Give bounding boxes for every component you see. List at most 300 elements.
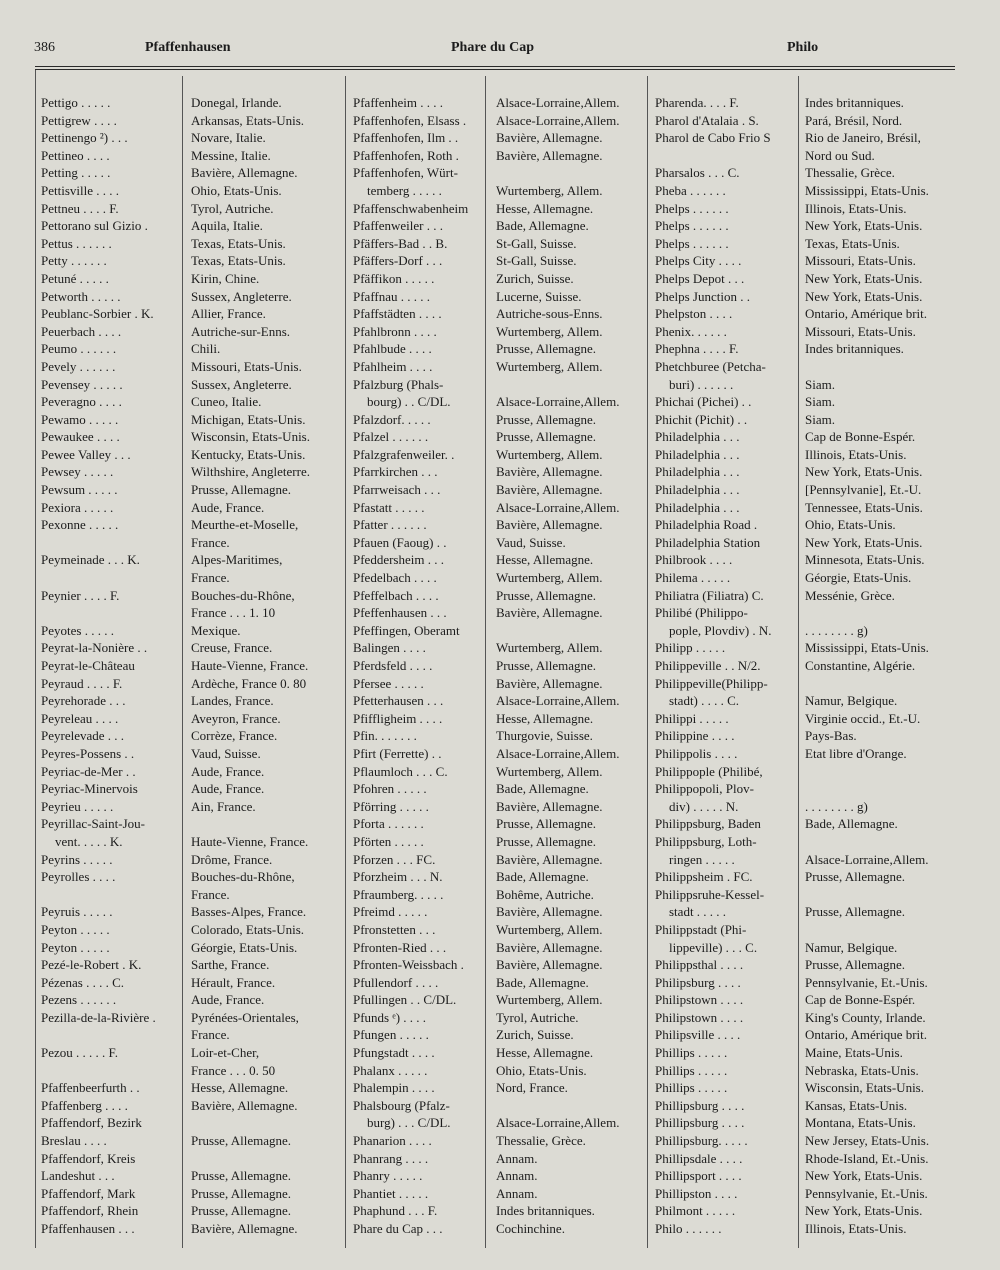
place-name: Pfäffers-Dorf . . . (353, 253, 443, 269)
place-name: Pfeffenhausen . . . (353, 605, 447, 621)
location: Bavière, Allemagne. (496, 957, 603, 973)
table-row (353, 851, 653, 869)
location: Alsace-Lorraine,Allem. (496, 1115, 620, 1131)
place-name: Pézenas . . . . C. (41, 974, 125, 990)
table-row (655, 921, 955, 939)
place-name: Peumo . . . . . . (41, 341, 117, 357)
place-name: Landeshut . . . (41, 1168, 115, 1184)
location: Prusse, Allemagne. (805, 904, 906, 920)
location: Pyrénées-Orientales, (191, 1009, 299, 1025)
location: Ain, France. (191, 798, 256, 814)
location: Bavière, Allemagne. (191, 165, 298, 181)
place-name: Phalanx . . . . . (353, 1062, 428, 1078)
place-name: ringen . . . . . (669, 851, 735, 867)
location: Basses-Alpes, France. (191, 904, 307, 920)
header-center: Phare du Cap (451, 40, 534, 55)
table-row (655, 763, 955, 781)
table-row (41, 376, 326, 394)
place-name: Peyton . . . . . (41, 921, 110, 937)
table-row (655, 1220, 955, 1238)
location: Bouches-du-Rhône, (191, 587, 295, 603)
table-row (41, 903, 326, 921)
table-row (353, 1062, 653, 1080)
table-row (41, 463, 326, 481)
place-name: Pfaffenhausen . . . (41, 1221, 135, 1236)
table-row (353, 1009, 653, 1027)
place-name: Philippeville(Philipp- (655, 675, 768, 691)
table-row (655, 164, 955, 182)
table-row (41, 1150, 326, 1168)
location: New York, Etats-Unis. (805, 464, 923, 480)
table-row (655, 974, 955, 992)
place-name: Pewamo . . . . . (41, 411, 119, 427)
table-row (655, 1167, 955, 1185)
table-row (655, 639, 955, 657)
table-row (353, 200, 653, 218)
place-name: Pettus . . . . . . (41, 235, 112, 251)
location: Alsace-Lorraine,Allem. (496, 394, 620, 410)
location: Prusse, Allemagne. (191, 1168, 292, 1184)
table-row (353, 1220, 653, 1238)
table-row (353, 1185, 653, 1203)
table-row (655, 446, 955, 464)
location: Prusse, Allemagne. (496, 411, 597, 427)
table-row (353, 358, 653, 376)
place-name: Balingen . . . . (353, 640, 426, 656)
location: Prusse, Allemagne. (496, 658, 597, 673)
location: Prusse, Allemagne. (496, 587, 597, 603)
table-row (353, 763, 653, 781)
table-row (41, 692, 326, 710)
location: Bade, Allemagne. (496, 218, 589, 234)
location: Bavière, Allemagne. (191, 1097, 298, 1113)
location: France. (191, 1027, 230, 1043)
table-row (655, 903, 955, 921)
place-name: Pferdsfeld . . . . (353, 658, 433, 673)
table-row (353, 340, 653, 358)
location: Texas, Etats-Unis. (805, 235, 900, 251)
table-row (353, 1097, 653, 1115)
place-name: Peyrat-le-Château (41, 658, 135, 673)
table-row (353, 1132, 653, 1150)
table-row (655, 710, 955, 728)
table-row (41, 270, 326, 288)
table-row (353, 516, 653, 534)
table-row (41, 974, 326, 992)
location: Arkansas, Etats-Unis. (191, 112, 305, 128)
table-row (353, 692, 653, 710)
table-row (41, 1167, 326, 1185)
table-row (353, 991, 653, 1009)
location: Autriche-sous-Enns. (496, 306, 603, 322)
place-name: Pfaffenhofen, Würt- (353, 165, 458, 181)
place-name: Pezilla-de-la-Rivière . (41, 1009, 156, 1025)
table-row (353, 376, 653, 394)
location: New York, Etats-Unis. (805, 1168, 923, 1184)
place-name: Phenix. . . . . . (655, 323, 727, 339)
location: Sussex, Angleterre. (191, 376, 292, 392)
place-name: Pfaffstädten . . . . (353, 306, 442, 322)
place-name: Philippopoli, Plov- (655, 781, 754, 797)
place-name: Pettigrew . . . . (41, 112, 117, 128)
location: France . . . 0. 50 (191, 1062, 276, 1078)
place-name: Pfiffligheim . . . . (353, 710, 443, 726)
place-name: Peyruis . . . . . (41, 904, 113, 920)
table-row (655, 305, 955, 323)
location: Géorgie, Etats-Unis. (191, 939, 298, 955)
location: Loir-et-Cher, (191, 1045, 260, 1061)
table-row (41, 763, 326, 781)
location: Alsace-Lorraine,Allem. (496, 95, 620, 110)
location: Mississippi, Etats-Unis. (805, 640, 929, 656)
place-name: Pfeddersheim . . . (353, 552, 444, 568)
place-name: Peyrillac-Saint-Jou- (41, 816, 145, 832)
table-row (655, 868, 955, 886)
place-name: Philadelphia . . . (655, 429, 740, 445)
location: Minnesota, Etats-Unis. (805, 552, 925, 568)
entry-column-3 (655, 94, 955, 1238)
place-name: Phare du Cap . . . (353, 1221, 443, 1236)
place-name: Pfaffenhofen, Ilm . . (353, 130, 459, 146)
place-name: Phillipsburg. . . . . (655, 1133, 748, 1149)
table-row (41, 235, 326, 253)
table-row (353, 323, 653, 341)
table-row (655, 745, 955, 763)
table-row (655, 499, 955, 517)
table-row (353, 1202, 653, 1220)
place-name: Pfreimd . . . . . (353, 904, 428, 920)
place-name: Phanry . . . . . (353, 1168, 423, 1184)
place-name: Peveragno . . . . (41, 394, 122, 410)
place-name: Peyraud . . . . F. (41, 675, 123, 691)
place-name: Peuerbach . . . . (41, 323, 122, 339)
location: Ohio, Etats-Unis. (191, 182, 282, 198)
place-name: Pfaffenheim . . . . (353, 95, 444, 110)
table-row (353, 903, 653, 921)
table-row (353, 815, 653, 833)
table-row (353, 94, 653, 112)
location: Ontario, Amérique brit. (805, 1027, 928, 1043)
place-name: Pettineo . . . . (41, 147, 110, 163)
location: Messénie, Grèce. (805, 587, 895, 603)
table-row (41, 886, 326, 904)
table-row (655, 1185, 955, 1203)
place-name: Pforzheim . . . N. (353, 869, 443, 885)
table-row (41, 182, 326, 200)
place-name: Pharol de Cabo Frio S (655, 130, 771, 146)
table-row (41, 1097, 326, 1115)
place-name: Pflaumloch . . . C. (353, 763, 448, 779)
place-name: Pettisville . . . . (41, 182, 119, 198)
location: Alsace-Lorraine,Allem. (496, 499, 620, 515)
place-name: temberg . . . . . (367, 182, 442, 198)
table-row (655, 252, 955, 270)
table-row (353, 182, 653, 200)
table-row (353, 886, 653, 904)
place-name: Pfahlheim . . . . (353, 358, 433, 374)
table-row (353, 428, 653, 446)
place-name: Philadelphia Road . (655, 517, 758, 533)
place-name: Pettigo . . . . . (41, 95, 111, 110)
place-name: Pexonne . . . . . (41, 517, 119, 533)
table-row (353, 288, 653, 306)
table-row (41, 1132, 326, 1150)
location: Tennessee, Etats-Unis. (805, 499, 923, 515)
table-row (41, 587, 326, 605)
location: New York, Etats-Unis. (805, 270, 923, 286)
table-row (655, 270, 955, 288)
place-name: Peyrins . . . . . (41, 851, 113, 867)
table-row (41, 622, 326, 640)
place-name: Peyrat-la-Nonière . . (41, 640, 148, 656)
column-divider (345, 76, 346, 1248)
place-name: Peyrieu . . . . . (41, 798, 114, 814)
place-name: Philippople (Philibé, (655, 763, 763, 779)
table-row (655, 551, 955, 569)
location: Aveyron, France. (191, 710, 281, 726)
place-name: Pezou . . . . . F. (41, 1045, 118, 1061)
table-row (655, 587, 955, 605)
location: Lucerne, Suisse. (496, 288, 582, 304)
table-row (353, 147, 653, 165)
table-row (41, 147, 326, 165)
location: Chili. (191, 341, 221, 357)
location: Hesse, Allemagne. (496, 200, 594, 216)
place-name: Philiatra (Filiatra) C. (655, 587, 764, 603)
place-name: Pfraumberg. . . . . (353, 886, 444, 902)
location: Alsace-Lorraine,Allem. (496, 745, 620, 761)
location: Zurich, Suisse. (496, 270, 574, 286)
place-name: Phillipsburg . . . . (655, 1097, 745, 1113)
location: Constantine, Algérie. (805, 658, 916, 673)
location: Creuse, France. (191, 640, 273, 656)
location: New Jersey, Etats-Unis. (805, 1133, 930, 1149)
table-row (41, 851, 326, 869)
place-name: vent. . . . . K. (55, 833, 123, 849)
place-name: lippeville) . . . C. (669, 939, 758, 955)
place-name: Philo . . . . . . (655, 1221, 722, 1236)
table-row (655, 798, 955, 816)
location: Wurtemberg, Allem. (496, 763, 603, 779)
place-name: Pfahlbude . . . . (353, 341, 432, 357)
table-row (41, 446, 326, 464)
place-name: Phillips . . . . . (655, 1045, 728, 1061)
table-row (41, 1026, 326, 1044)
place-name: Pettorano sul Gizio . (41, 218, 148, 234)
table-row (41, 217, 326, 235)
location: Alpes-Maritimes, (191, 552, 283, 568)
location: Bade, Allemagne. (496, 974, 589, 990)
place-name: Philipstown . . . . (655, 992, 744, 1008)
table-row (353, 1044, 653, 1062)
location: Vaud, Suisse. (191, 745, 261, 761)
location: Michigan, Etats-Unis. (191, 411, 306, 427)
place-name: Phelps Depot . . . (655, 270, 745, 286)
place-name: Philippsburg, Loth- (655, 833, 757, 849)
place-name: Pfaffenbeerfurth . . (41, 1080, 140, 1096)
table-row (353, 639, 653, 657)
table-row (41, 534, 326, 552)
location: Haute-Vienne, France. (191, 833, 309, 849)
location: Siam. (805, 376, 835, 392)
table-row (41, 129, 326, 147)
table-row (41, 516, 326, 534)
location: New York, Etats-Unis. (805, 534, 923, 550)
place-name: Philmont . . . . . (655, 1203, 736, 1219)
table-row (353, 745, 653, 763)
location: Tyrol, Autriche. (496, 1009, 579, 1025)
table-row (41, 200, 326, 218)
location: Hérault, France. (191, 974, 276, 990)
place-name: Pettneu . . . . F. (41, 200, 119, 216)
table-row (655, 1009, 955, 1027)
place-name: Pfungen . . . . . (353, 1027, 429, 1043)
table-row (655, 851, 955, 869)
location: Bavière, Allemagne. (496, 939, 603, 955)
location: Alsace-Lorraine,Allem. (496, 693, 620, 709)
place-name: Philadelphia . . . (655, 464, 740, 480)
table-row (353, 164, 653, 182)
location: Bade, Allemagne. (496, 869, 589, 885)
location: Wurtemberg, Allem. (496, 921, 603, 937)
location: Indes britanniques. (805, 95, 904, 110)
table-row (655, 1044, 955, 1062)
place-name: Phillipsport . . . . (655, 1168, 742, 1184)
place-name: Petty . . . . . . (41, 253, 107, 269)
place-name: Phillips . . . . . (655, 1062, 728, 1078)
place-name: Pfarrweisach . . . (353, 482, 441, 498)
place-name: Pfaffenschwabenheim (353, 200, 469, 216)
place-name: Pfalzdorf. . . . . (353, 411, 431, 427)
location: Wurtemberg, Allem. (496, 323, 603, 339)
place-name: Pfastatt . . . . . (353, 499, 425, 515)
place-name: Pettinengo ²) . . . (41, 130, 128, 146)
header-left: Pfaffenhausen (145, 40, 231, 55)
place-name: Pfalzel . . . . . . (353, 429, 429, 445)
location: Bavière, Allemagne. (496, 130, 603, 146)
location: Ardèche, France 0. 80 (191, 675, 307, 691)
location: Cap de Bonne-Espér. (805, 429, 916, 445)
place-name: Phichai (Pichei) . . (655, 394, 752, 410)
location: Pennsylvanie, Et.-Unis. (805, 974, 928, 990)
location: Ontario, Amérique brit. (805, 306, 928, 322)
table-row (41, 112, 326, 130)
table-row (41, 411, 326, 429)
table-row (353, 727, 653, 745)
table-row (353, 411, 653, 429)
location: Prusse, Allemagne. (191, 1133, 292, 1149)
place-name: Phelps Junction . . (655, 288, 750, 304)
location: Annam. (496, 1168, 538, 1184)
place-name: Philipstown . . . . (655, 1009, 744, 1025)
place-name: Pharenda. . . . F. (655, 95, 739, 110)
place-name: Pfaffenberg . . . . (41, 1097, 128, 1113)
table-row (41, 1202, 326, 1220)
table-row (353, 252, 653, 270)
table-row (655, 991, 955, 1009)
table-row (655, 147, 955, 165)
place-name: Pfalzgrafenweiler. . (353, 446, 455, 462)
place-name: Philipsville . . . . (655, 1027, 741, 1043)
place-name: Peynier . . . . F. (41, 587, 120, 603)
location: Missouri, Etats-Unis. (191, 358, 302, 374)
table-row (41, 288, 326, 306)
location: Hesse, Allemagne. (496, 710, 594, 726)
place-name: Pfaffnau . . . . . (353, 288, 431, 304)
location: Meurthe-et-Moselle, (191, 517, 299, 533)
place-name: Phaphund . . . F. (353, 1203, 438, 1219)
place-name: Phelps . . . . . . (655, 218, 729, 234)
table-row (655, 376, 955, 394)
place-name: Pfullingen . . C/DL. (353, 992, 457, 1008)
location: Sussex, Angleterre. (191, 288, 292, 304)
table-row (353, 235, 653, 253)
place-name: Pfäffikon . . . . . (353, 270, 435, 286)
location: Hesse, Allemagne. (496, 552, 594, 568)
location: Siam. (805, 394, 835, 410)
location: Rio de Janeiro, Brésil, (805, 130, 921, 146)
place-name: Philippi . . . . . (655, 710, 729, 726)
table-row (353, 270, 653, 288)
place-name: Pfronten-Ried . . . (353, 939, 447, 955)
place-name: Peyriac-de-Mer . . (41, 763, 136, 779)
table-row (353, 1150, 653, 1168)
place-name: Pfaffenhofen, Roth . (353, 147, 459, 163)
place-name: Pfirt (Ferrette) . . (353, 745, 442, 761)
location: New York, Etats-Unis. (805, 1203, 923, 1219)
location: Cochinchine. (496, 1221, 565, 1236)
place-name: Philibé (Philippo- (655, 605, 748, 621)
table-row (655, 1062, 955, 1080)
place-name: Philadelphia . . . (655, 446, 740, 462)
table-row (41, 1185, 326, 1203)
table-row (353, 1026, 653, 1044)
location: Thessalie, Grèce. (805, 165, 895, 181)
place-name: Pewee Valley . . . (41, 446, 131, 462)
place-name: pople, Plovdiv) . N. (669, 622, 772, 638)
table-row (41, 1220, 326, 1238)
table-row (655, 815, 955, 833)
location: Mississippi, Etats-Unis. (805, 182, 929, 198)
place-name: Phillipsdale . . . . (655, 1150, 743, 1166)
table-row (41, 780, 326, 798)
table-row (353, 956, 653, 974)
location: Bavière, Allemagne. (496, 517, 603, 533)
location: Aude, France. (191, 499, 265, 515)
place-name: buri) . . . . . . (669, 376, 734, 392)
place-name: Petworth . . . . . (41, 288, 121, 304)
table-row (41, 604, 326, 622)
table-row (655, 129, 955, 147)
location: Allier, France. (191, 306, 266, 322)
location: Vaud, Suisse. (496, 534, 566, 550)
table-row (353, 833, 653, 851)
location: Namur, Belgique. (805, 693, 898, 709)
table-row (655, 622, 955, 640)
location: Illinois, Etats-Unis. (805, 1221, 907, 1236)
place-name: Phetchburee (Petcha- (655, 358, 766, 374)
place-name: Philippsruhe-Kessel- (655, 886, 765, 902)
table-row (655, 358, 955, 376)
location: Virginie occid., Et.-U. (805, 710, 921, 726)
location: Rhode-Island, Et.-Unis. (805, 1150, 929, 1166)
table-row (353, 217, 653, 235)
table-row (655, 217, 955, 235)
place-name: Pforta . . . . . . (353, 816, 424, 832)
table-row (655, 182, 955, 200)
location: Aude, France. (191, 992, 265, 1008)
table-row (353, 604, 653, 622)
